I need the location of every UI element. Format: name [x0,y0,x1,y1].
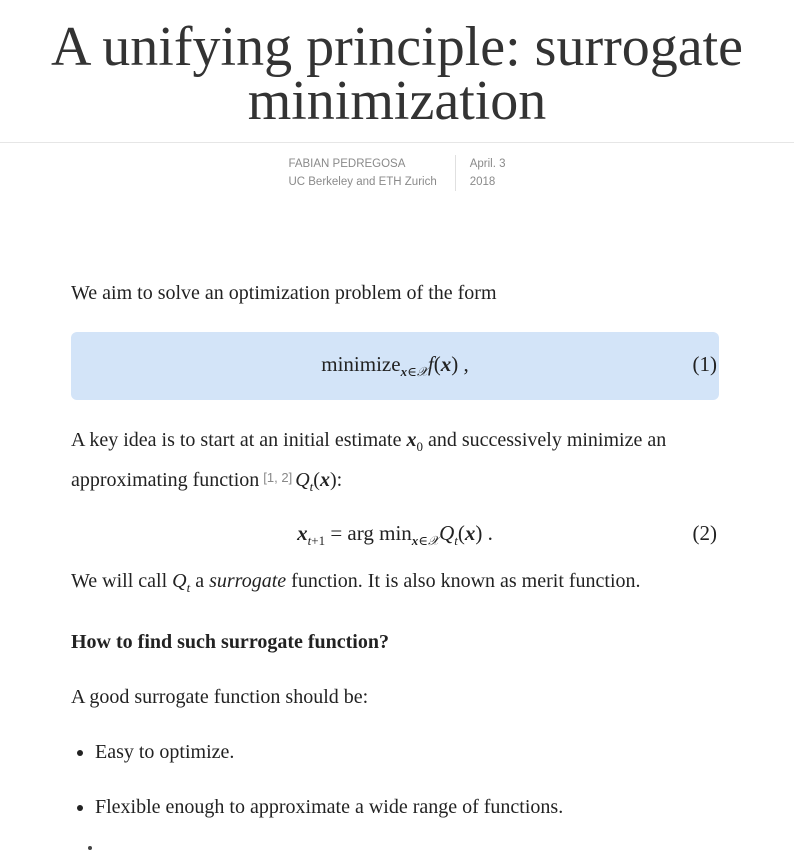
equation-1: minimize$_{x\in 𝒳}$f(x) , [321,352,469,380]
partial-bullet [88,846,92,850]
intro-paragraph: We aim to solve an optimization problem of the form [71,282,497,304]
criteria-list [71,737,719,823]
page-title: A unifying principle: surrogate minimization [50,16,744,132]
surrogate-emphasis: surrogate [209,570,287,592]
author-name[interactable]: FABIAN PEDREGOSA [288,158,406,170]
article-body [71,272,719,847]
date-block [456,155,506,191]
title-divider [0,142,794,143]
list-item: • Easy to optimize. [95,737,719,768]
math-qt: $Q_t$ [172,570,191,595]
key-idea-paragraph [71,425,719,502]
publish-date-day: April. 3 [469,158,506,170]
byline [0,155,794,191]
criteria-intro: A good surrogate function should be: [71,686,369,708]
surrogate-text-2: a [195,570,205,592]
equation-2-row [71,518,719,554]
equation-1-number: (1) [692,352,717,376]
equation-2: $x_{t+1}$ = arg $\min_{x\in 𝒳}Q_t(x)$ . [297,521,493,549]
equation-2-number: (2) [692,521,717,545]
list-item: • Flexible enough to approximate a wide range of functions. [95,792,719,823]
author-affiliation[interactable]: UC Berkeley and ETH Zurich [288,176,437,188]
math-qt-x: $Q_t(x)$: [295,469,343,494]
key-idea-text-2: and successively minimize an approximating function [71,429,667,491]
surrogate-paragraph [71,566,719,603]
surrogate-text-3: function. It is also known as merit function. [291,570,641,592]
citation-link[interactable]: [1, 2] [263,470,293,485]
equation-box-1 [71,332,719,400]
section-heading: How to find such surrogate function? [71,631,389,653]
math-x0: $x_0$ [406,429,423,454]
key-idea-text-1: A key idea is to start at an initial estimate [71,429,402,451]
author-block [288,155,455,191]
publish-date-year: 2018 [469,176,496,188]
surrogate-text-1: We will call [71,570,168,592]
